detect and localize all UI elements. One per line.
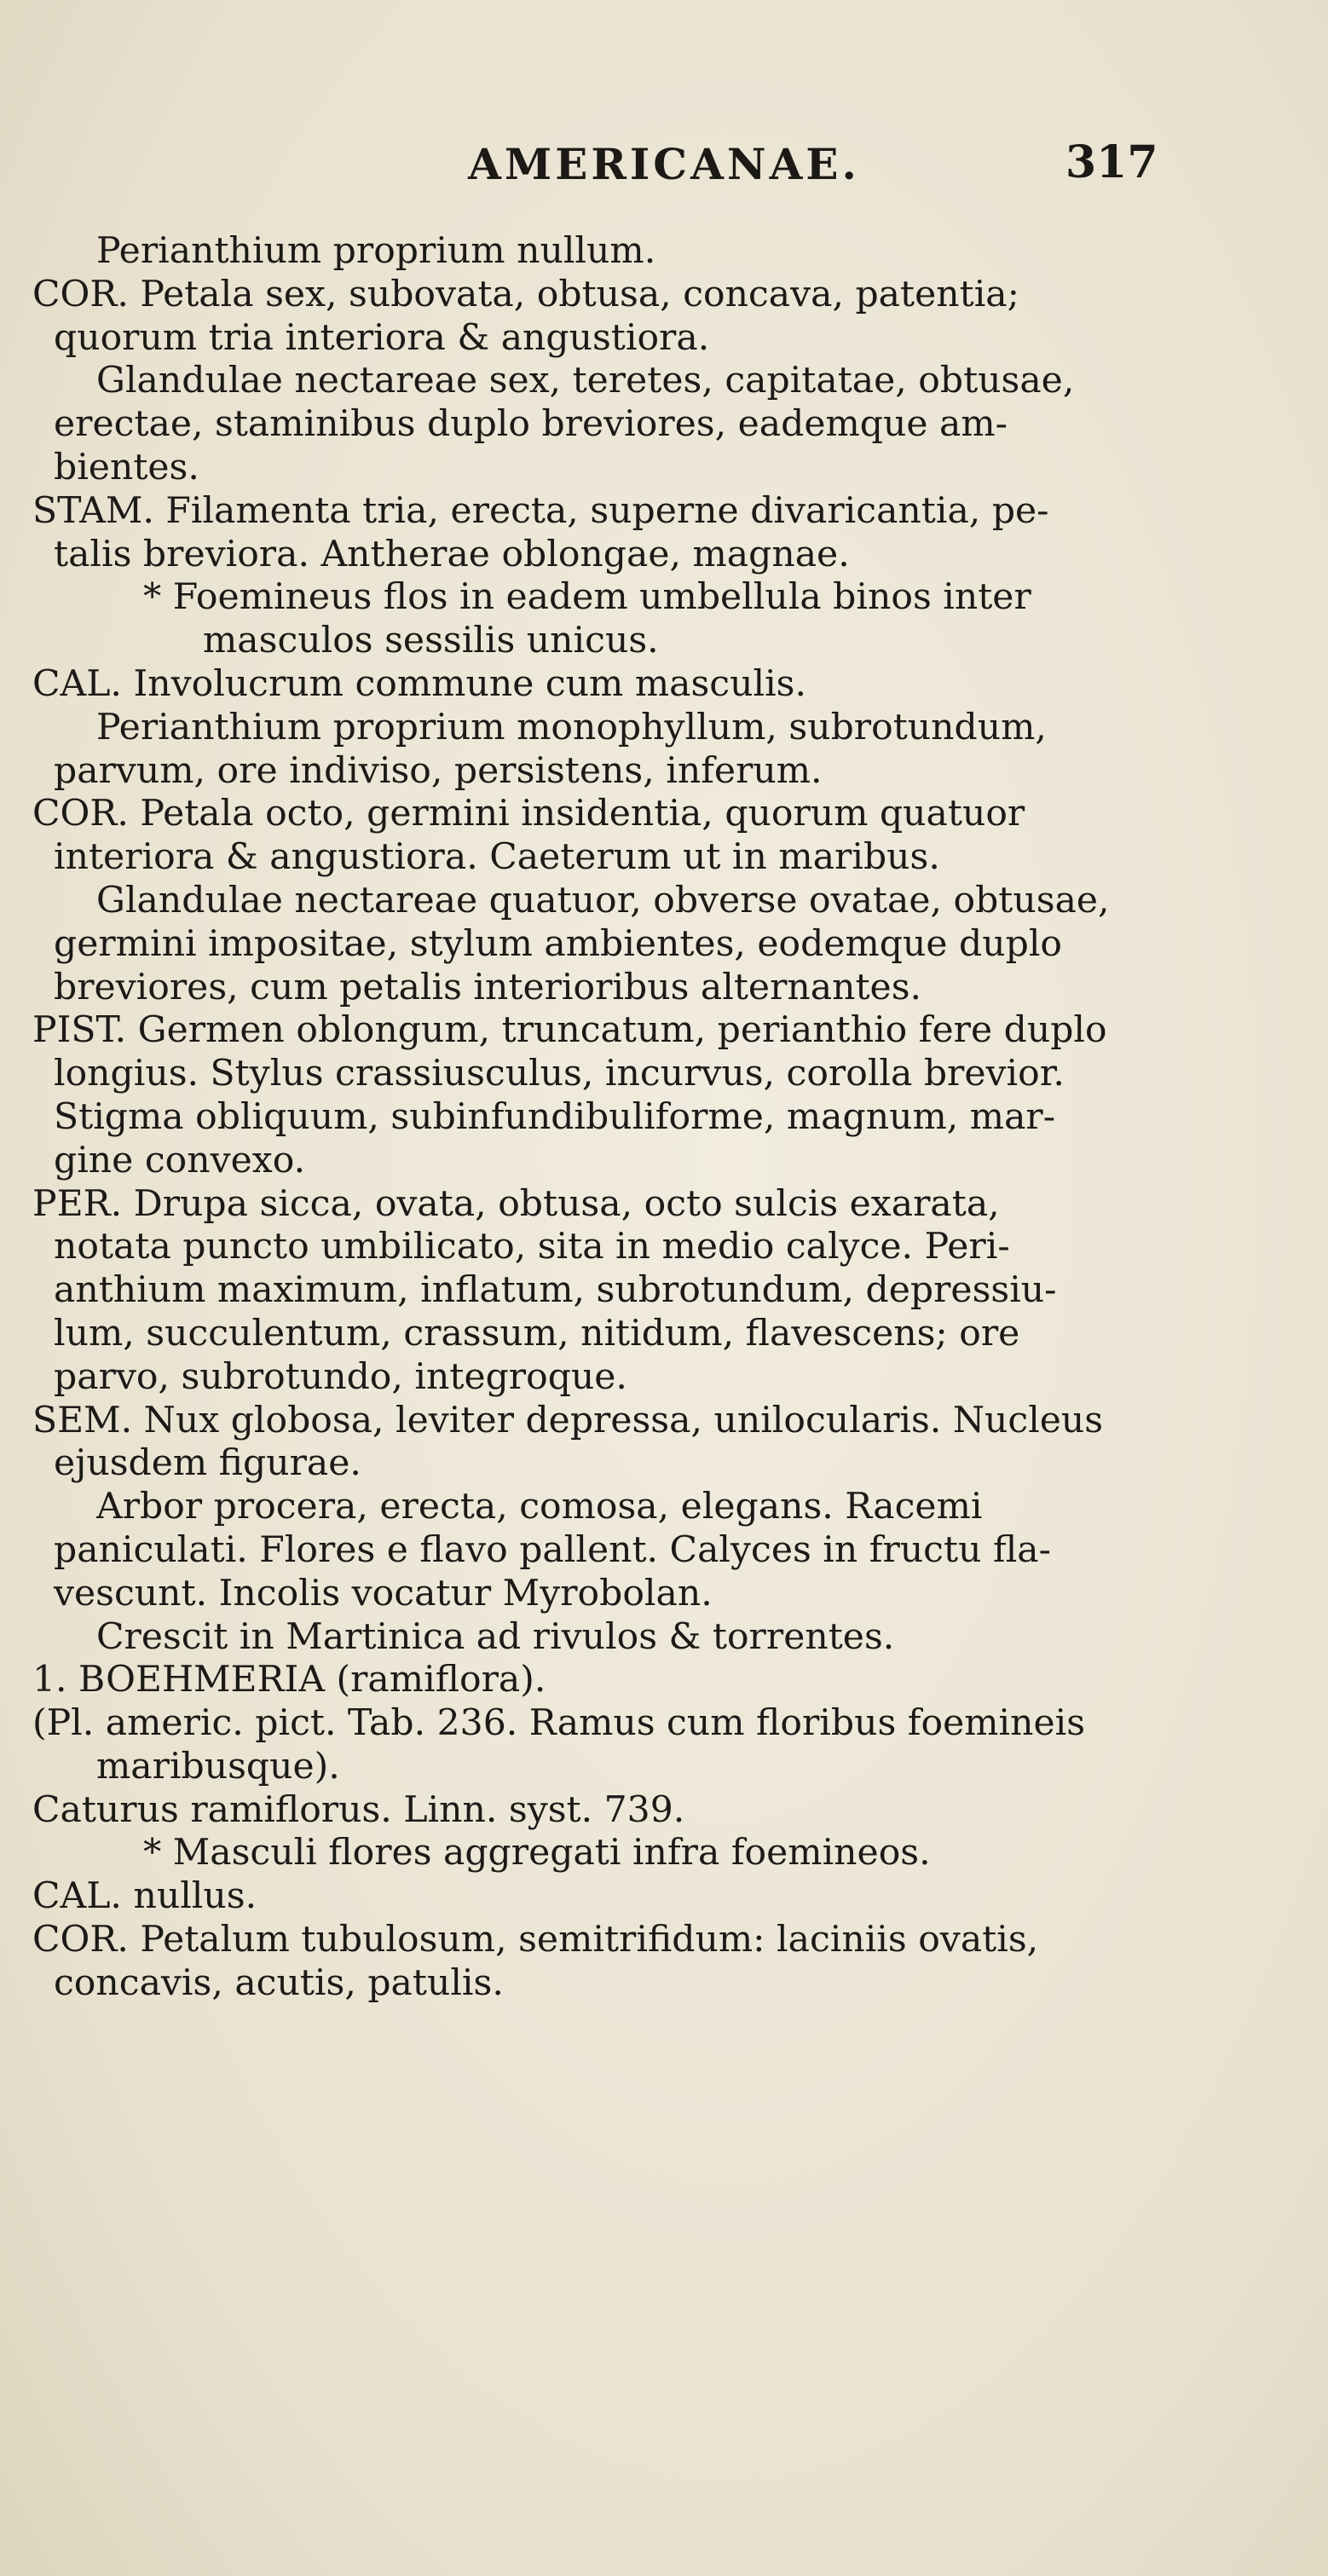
text-line: lum, succulentum, crassum, nitidum, flavescens; ore xyxy=(54,1312,1020,1354)
running-header-title: AMERICANAE. xyxy=(468,139,860,189)
text-line: CAL. Involucrum commune cum masculis. xyxy=(32,662,806,705)
text-line: maribusque). xyxy=(96,1745,340,1788)
text-line: paniculati. Flores e flavo pallent. Calyces in fructu fla- xyxy=(54,1528,1051,1571)
text-line: parvum, ore indiviso, persistens, inferum. xyxy=(54,749,823,792)
text-line: 1. BOEHMERIA (ramiflora). xyxy=(32,1659,546,1701)
text-line: notata puncto umbilicato, sita in medio calyce. Peri- xyxy=(54,1226,1010,1268)
text-line: Perianthium proprium nullum. xyxy=(96,230,656,272)
text-line: (Pl. americ. pict. Tab. 236. Ramus cum floribus foemineis xyxy=(32,1702,1086,1745)
text-line: COR. Petalum tubulosum, semitrifidum: laciniis ovatis, xyxy=(32,1919,1039,1961)
text-line: germini impositae, stylum ambientes, eodemque duplo xyxy=(54,922,1063,965)
text-line: concavis, acutis, patulis. xyxy=(54,1961,504,2004)
text-line: gine convexo. xyxy=(54,1139,306,1181)
text-line: Perianthium proprium monophyllum, subrotundum, xyxy=(96,706,1047,748)
text-line: COR. Petala sex, subovata, obtusa, concava, patentia; xyxy=(32,273,1019,315)
text-line: Arbor procera, erecta, comosa, elegans. Racemi xyxy=(96,1486,983,1528)
text-line: COR. Petala octo, germini insidentia, quorum quatuor xyxy=(32,793,1025,835)
text-line: anthium maximum, inflatum, subrotundum, depressiu- xyxy=(54,1269,1057,1312)
text-line: interiora & angustiora. Caeterum ut in maribus. xyxy=(54,836,940,879)
text-line: bientes. xyxy=(54,446,199,488)
text-line: PIST. Germen oblongum, truncatum, perianthio fere duplo xyxy=(32,1009,1107,1052)
text-line: erectae, staminibus duplo breviores, eademque am- xyxy=(54,403,1008,446)
text-line: PER. Drupa sicca, ovata, obtusa, octo sulcis exarata, xyxy=(32,1182,1000,1225)
text-line: masculos sessilis unicus. xyxy=(203,620,659,662)
text-line: * Foemineus flos in eadem umbellula binos inter xyxy=(143,576,1031,619)
text-line: longius. Stylus crassiusculus, incurvus, corolla brevior. xyxy=(54,1053,1065,1095)
text-line: parvo, subrotundo, integroque. xyxy=(54,1355,627,1398)
text-line: talis breviora. Antherae oblongae, magnae. xyxy=(54,533,850,575)
text-line: Caturus ramiflorus. Linn. syst. 739. xyxy=(32,1788,685,1831)
page-number: 317 xyxy=(1065,136,1158,188)
text-line: STAM. Filamenta tria, erecta, superne divaricantia, pe- xyxy=(32,489,1049,532)
text-line: Crescit in Martinica ad rivulos & torrentes. xyxy=(96,1615,895,1658)
text-line: CAL. nullus. xyxy=(32,1875,257,1918)
text-line: Glandulae nectareae sex, teretes, capitatae, obtusae, xyxy=(96,360,1075,402)
text-line: * Masculi flores aggregati infra foemineos. xyxy=(143,1832,931,1874)
text-line: Glandulae nectareae quatuor, obverse ovatae, obtusae, xyxy=(96,879,1110,921)
text-line: SEM. Nux globosa, leviter depressa, unilocularis. Nucleus xyxy=(32,1399,1104,1441)
page-body-text xyxy=(32,230,1294,2006)
text-line: ejusdem figurae. xyxy=(54,1442,361,1485)
text-line: Stigma obliquum, subinfundibuliforme, magnum, mar- xyxy=(54,1095,1056,1138)
text-line: breviores, cum petalis interioribus alternantes. xyxy=(54,966,922,1008)
text-line: vescunt. Incolis vocatur Myrobolan. xyxy=(54,1572,713,1614)
text-line: quorum tria interiora & angustiora. xyxy=(54,316,710,359)
